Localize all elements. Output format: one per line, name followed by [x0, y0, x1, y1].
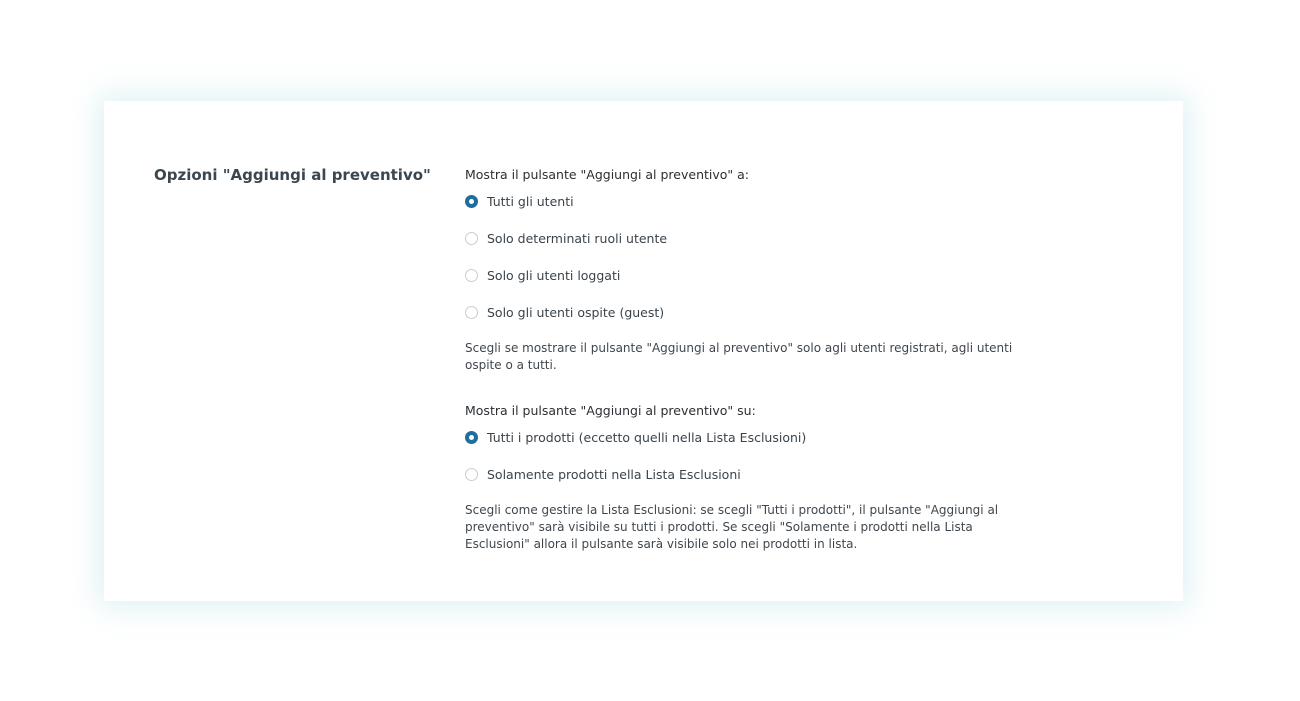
- section-title: Opzioni "Aggiungi al preventivo": [154, 166, 431, 184]
- show-on-help-text: Scegli come gestire la Lista Esclusioni: se scegli "Tutti i prodotti", il pulsante "Aggiungi al preventivo" sarà visibile su tutti i prodotti. Se scegli "Solamente i prodotti nella Lista Esclusioni" allora il pulsante sarà visibile solo nei prodotti in lista.: [465, 503, 999, 551]
- radio-row-logged-users[interactable]: [465, 268, 620, 283]
- radio-row-all-products[interactable]: [465, 430, 806, 445]
- radio-logged-users[interactable]: [465, 269, 478, 282]
- radio-label-specific-roles: Solo determinati ruoli utente: [487, 231, 668, 246]
- radio-all-users[interactable]: [465, 195, 478, 208]
- radio-exclusion-list[interactable]: [465, 468, 478, 481]
- radio-row-exclusion-list[interactable]: [465, 467, 741, 482]
- settings-card: [104, 101, 1183, 601]
- radio-specific-roles[interactable]: [465, 232, 478, 245]
- show-to-label: Mostra il pulsante "Aggiungi al preventivo" a:: [465, 167, 750, 182]
- radio-row-guest-users[interactable]: [465, 305, 664, 320]
- show-to-help-text: Scegli se mostrare il pulsante "Aggiungi al preventivo" solo agli utenti registrati, agli utenti ospite o a tutti.: [465, 341, 1013, 372]
- radio-all-products[interactable]: [465, 431, 478, 444]
- radio-row-all-users[interactable]: [465, 194, 574, 209]
- radio-guest-users[interactable]: [465, 306, 478, 319]
- radio-label-all-users: Tutti gli utenti: [487, 194, 574, 209]
- radio-label-exclusion-list: Solamente prodotti nella Lista Esclusioni: [487, 467, 741, 482]
- radio-label-all-products: Tutti i prodotti (eccetto quelli nella Lista Esclusioni): [487, 430, 807, 445]
- radio-label-logged-users: Solo gli utenti loggati: [487, 268, 621, 283]
- radio-row-specific-roles[interactable]: [465, 231, 667, 246]
- radio-label-guest-users: Solo gli utenti ospite (guest): [487, 305, 665, 320]
- show-on-label: Mostra il pulsante "Aggiungi al preventivo" su:: [465, 403, 756, 418]
